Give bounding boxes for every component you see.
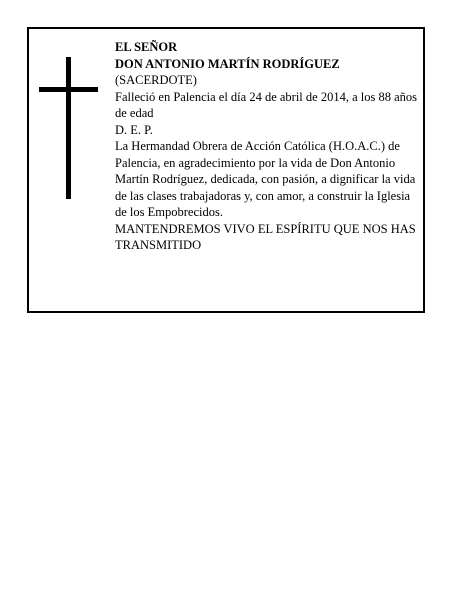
tribute-text: La Hermandad Obrera de Acción Católica (H.O.A.C.) de Palencia, en agradecimiento por la vida de Don Antonio Martín Rodríguez, dedicada, con pasión, a dignificar la vida de las clases trabajadoras y, con amor, a construir la Iglesia de los Empobrecidos. (115, 139, 416, 219)
deceased-name: DON ANTONIO MARTÍN RODRÍGUEZ (115, 56, 340, 71)
notice-title: EL SEÑOR (115, 40, 178, 54)
death-info: Falleció en Palencia el día 24 de abril de 2014, a los 88 años de edad (115, 89, 417, 120)
deceased-role: (SACERDOTE) (115, 73, 197, 87)
rip-text: D. E. P. (115, 122, 153, 137)
cross-horizontal-bar (39, 87, 98, 92)
cross-icon (39, 57, 98, 199)
closing-text: MANTENDREMOS VIVO EL ESPÍRITU QUE NOS HAS TRANSMITIDO (115, 221, 416, 252)
notice-text (115, 39, 421, 254)
cross-vertical-bar (66, 57, 71, 199)
obituary-notice (27, 27, 425, 313)
